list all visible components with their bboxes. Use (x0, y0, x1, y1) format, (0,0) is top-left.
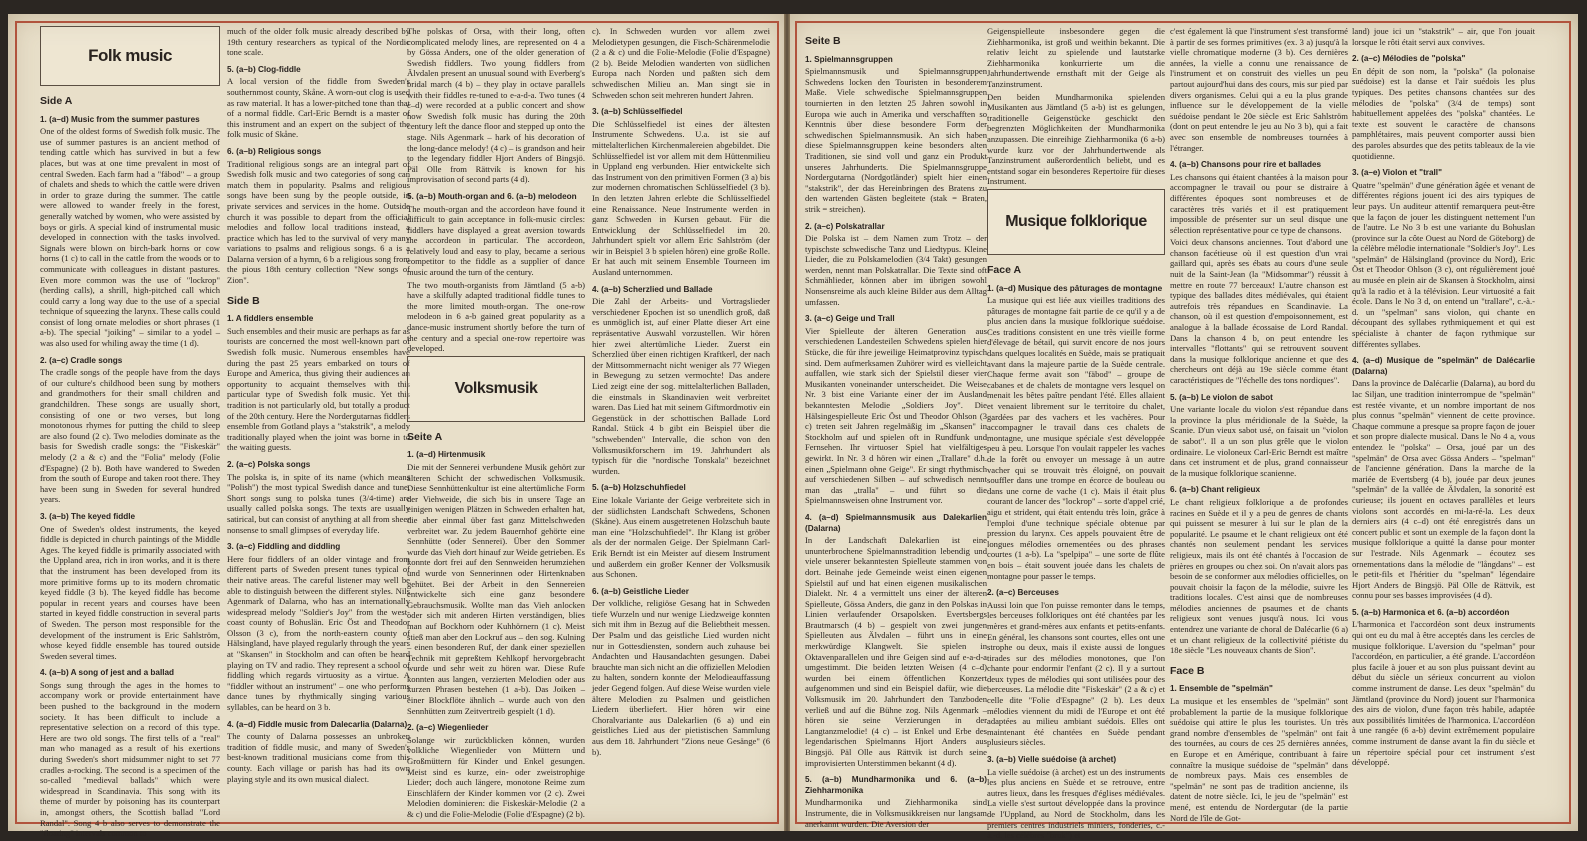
track-heading: 2. (a–c) Mélodies de "polska" (1352, 54, 1466, 64)
side-heading: Side B (227, 294, 260, 307)
track-heading: 3. (a–c) Fiddling and diddling (227, 542, 341, 552)
track-heading: 5. (a–b) Mouth-organ and 6. (a–b) melodeon (407, 191, 577, 201)
track-description: Such ensembles and their music are perhaps as far as tourists are concerned the most well-known part of Swedish folk music. Numerous ensembles have during the past 25 years embarked on tours of Europe and America, thus giving their audiences an opportunity to acquaint themselves with this particular type of Swedish folk music. Yet this tradition is not particularly old, but totally a product of the 20th century. Here the Nordergutarnas fiddlers ensemble from Gotland plays a "stakstrik", a melody traditionally played when the joint was borne in to the waiting guests. (227, 325, 410, 453)
track-description: The cradle songs of the people have from the days of our culture's childhood been sung by mothers and grandmothers for their small children and grandchildren. These songs are usually short, consisting of one or two verses, but long monotonous rhymes for putting the child to sleep are also found (2 c). Two melodies dominate as the basis for Swedish cradle songs: the "Fiskeskär" melody (2 a & c) and the "Folia" melody (Folie d'Espagne) (2 b). Both have wandered to Sweden from the south of Europe and taken root there. They have been sung in Sweden for several hundred years. (40, 367, 220, 505)
track-heading: 4. (a–d) Musique de "spelmän" de Dalécarlie (Dalarna) (1352, 356, 1535, 376)
track-description: L'harmonica et l'accordéon sont deux instruments qui ont eu du mal à être acceptés dans les cercles de musique folklorique. L'aversion du "spelman" pour l'accordéon, en particulier, a été grande. L'accordéon plus facile à jouer et au son plus puissant devint au début du siècle un sérieux concurrent au violon comme instrument de danse. Les deux "spelmän" du Jämtland (province du Nord) jouent sur l'harmonica des airs de violon, d'une façon très habile, adaptée aux possibilités limitées de l'harmonica. L'accordéon à une rangée (6 a-b) devint extrêmement populaire comme instrument de danse avant la fin du siècle et un répertoire spécial pour cet instrument s'est développé. (1352, 619, 1535, 768)
track-heading: 1. Spielmannsgruppen (805, 54, 893, 64)
track-description: The polska is, in spite of its name (which means "Polish") the most typical Swedish dance and tune. Short songs sung to polska tunes (3/4-time) are usually called polska songs. The texts are usually satirical, but can consist of anything at all from sheer nonsense to small glimpses of everyday life. (227, 471, 410, 535)
track-heading: 1. (a–d) Musique des pâturages de montagne (987, 283, 1163, 293)
track-heading: 4. (a–d) Fiddle music from Dalecarlia (Dalarna) (227, 719, 408, 729)
track-description: Les chansons qui étaient chantées à la maison pour accompagner le travail ou pour se distraire à différentes époques sont nombreuses et de caractères très variés et il est pratiquement impossible de présenter sur un seul disque une sélection représentative pour ce type de chansons. (1170, 171, 1348, 235)
track-heading: 3. (a–c) Geige und Trall (805, 314, 895, 324)
left-column-1 (40, 26, 220, 839)
side-heading: Side A (40, 95, 73, 107)
track-description: The polskas of Orsa, with their long, often complicated melody lines, are represented on 4 a by Gössa Anders, one of the older generation of Swedish fiddlers. Two young fiddlers from Älvdalen present an unusual sound with Everberg's bridal march (4 b) – they play in octave parallels with their fiddles re-tuned to e-a-d-a. Two tunes (4 c–d) were recorded at a public concert and show how Swedish folk music has during the 20th century left the dance floor and stepped up onto the stage. Nils Agenmark – hark of his decoration of the long-dance melody! (4 c) – is grandson and heir to the legendary fiddler Hjort Anders of Bingsjö. Päl Olle from Rättvik is known for his improvisation of second parts (4 d). (407, 26, 585, 185)
track-heading: 2. (a–c) Berceuses (987, 588, 1059, 598)
track-description: In der Landschaft Dalekarlien ist eine ununterbrochene Spielmannstradition lebendig und viele unserer bekanntesten Spielleute stammen von dort. Beinahe jede Gemeinde weist einen eigenen Spielstil auf und hat einen eigenen musikalischen Dialekt. Nr. 4 a vermittelt uns einer der älteren Spielleute, Gössa Anders, die ganz in den Polskas in Linien verlaufender Orsapolsken. Evertsbergs Brautmarsch (4 b) – gespielt von zwei jungen Spielleuten aus Älvdalen – führt uns in eine merkwürdige Klangwelt. Sie spielen in Oktavenparallelen und ihre Geigen sind auf e-a-d-a umgestimmt. Die beiden letzten Weisen (4 c–d) wurden bei einem öffentlichen Konzert aufgenommen und sind ein Beispiel dafür, wie die Volksmusik im 20. Jahrhundert den Tanzboden verließ und auf die Bühne zog. Nils Agenmark – hören sie seine Verzierungen in der Langtanzmelodie! (4 c) – ist Enkel und Erbe des legendarischen Spielmanns Hjort Anders aus Bingsjö. Päl Olle aus Rättvik ist durch seine improvisierten Unterstimmen bekannt (4 d). (805, 535, 987, 768)
track-description: Une variante locale du violon s'est répandue dans la province la plus méridionale de la Suède, la Scanie. D'un vieux sabot usé, on faisait un "violon de sabot". Il a un son plus grêle que le violon ordinaire. Le violoneux Carl-Eric Berndt est maître dans cet instrument et de plus, grand connaisseur de la musique folklorique scanienne. (1170, 404, 1348, 478)
track-description: The mouth-organ and the accordeon have found it difficult to gain acceptance in folk-music circles: fiddlers have displayed a great aversion towards the accordeon in particular. The accordeon, relatively loud and easy to play, became a serious competitor to the fiddle as a supplier of dance music around the turn of the century. (407, 203, 585, 278)
track-description: Die Schlüsselfiedel ist eines der ältesten Instrumente Schwedens. U.a. ist sie auf mittelalterlichen Kirchenmalereien abgebildet. Die Schlüsselfiedel ist vor allem mit dem Hüttenmilieu in Uppland eng verbunden. Hier entwickelte sich das Instrument von den primitiven Formen (3 a) bis zur modernen chromatischen Schlüsselfiedel (3 b). In den letzten Jahren erlebte die Schlüsselfiedel eine Renaissance. Neue Instrumente werden in ganz Schweden in Kursen gebaut. Für die Entwicklung der Schlüsselfiedel im 20. Jahrhundert spielt vor allem Eric Sahlström (der wir in Beispiel 3 b spielen hören) eine große Rolle. Er hat auch mit seinem Ensemble Tourneen im Ausland unternommen. (592, 118, 770, 278)
track-description: One of Sweden's oldest instruments, the keyed fiddle is depicted in church paintings of the Middle Ages. The keyed fiddle is primarily associated with the Uppland area, rich in iron works, and it is there that the instrument has been developed from its more primitive forms up to its modern chromatic keyed fiddle (3 b). The keyed fiddle has become popular in recent years and courses have been started in keyed fiddle construction in several parts of Sweden. The person most responsible for the development of the instrument is Eric Sahlström, whose keyed fiddle ensemble has toured outside Sweden several times. (40, 523, 220, 661)
track-description: Quatre "spelmän" d'une génération âgée et venant de différentes régions jouent ici des airs typiques de leur pays. Un auditeur attentif remarquera peut-être que la façon de jouer les distinguent nettement l'un de l'autre. Le No 3 b est une variante du Bohuslan (province sur la côte Ouest au Nord de Göteborg) de la célèbre mélodie internationale "Soldier's Joy". Les "spelmän" de Hälsingland (province du Nord), Eric Öst et Theodor Ohlson (3 c), ont régulièrement joué au musée en plein air de Skansen à Stockholm, ainsi qu'à la radio et à la télévision. Leur virtuosité a fait école. Dans le No 3 d, on entend un "trallare", c.-à.-d. un "spelman" sans violon, qui chante en découpant des syllabes rythmiquement et qui est spécialiste à chanter de façon rythmique sur différentes syllabes. (1352, 179, 1535, 349)
side-heading: Seite B (805, 35, 841, 47)
side-heading: Face A (987, 263, 1022, 276)
side-heading: Seite A (407, 430, 443, 443)
section-title-box: Folk music (40, 26, 220, 86)
track-heading: 3. (a–b) The keyed fiddle (40, 511, 136, 521)
track-description: Traditional religious songs are an integral part of Swedish folk music and two categories of song can match them in popularity. Psalms and religious songs have been sung by the people outside, in private services and services in the home. Outside church it was possible to depart from the official melodies and follow local traditions instead, a practice which has led to the survival of very many variations to psalms and religious songs. 6 a is a Dalarna version of a hymn, 6 b a religious song from the pious 18th century collection "New songs of Zion". (227, 158, 410, 286)
track-description: The two mouth-organists from Jämtland (5 a-b) have a skilfully adapted traditional fiddle tunes to the more limited mouth-organ. The one-row melodeon in 6 a-b gained great popularity as a dance-music instrument shortly before the turn of the century and a special one-row repertoire was developed. (407, 279, 585, 354)
track-description: c'est également là que l'instrument s'est transformé à partir de ses formes primitives (ex. 3 a) jusqu'à la vielle chromatique moderne (3 b). Ces dernières années, la vielle a connu une renaissance de l'instrument et on construit des vielles un peu partout aujourd'hui dans des cours, mis sur pied par divers organismes. Celui qui a eu la plus grande influence sur le développement de la vielle suédoise pendant le 20e siècle est Eric Sahlström (dont on peut entendre le jeu au No 3 b), qui a fait avec son ensemble de nombreuses tournées à l'étranger. (1170, 26, 1348, 153)
track-heading: 1. (a–d) Hirtenmusik (407, 450, 486, 460)
language-title-box: Volksmusik (407, 356, 585, 422)
track-description: The county of Dalarna possesses an unbroken tradition of fiddle music, and many of Sweden's best-known traditional musicians come from this county. Each village or parish has had its own playing style and its own musical dialect. (227, 731, 410, 784)
right-column-4 (1352, 26, 1535, 823)
track-description: Geigenspielleute insbesondere gegen die Ziehharmonika, ist groß und weithin bekannt. Die relativ leicht zu spielende und lautstarke Ziehharmonika konkurrierte um die Jahrhundertwende ernsthaft mit der Geige als Tanzinstrument. (987, 26, 1165, 89)
track-heading: 2. (a–c) Polska songs (227, 459, 311, 469)
track-description: Die Polska ist – dem Namen zum Trotz – der typischste schwedische Tanz und Liedtypus. Kleine Lieder, die zu Polskamelodien (3/4 Takt) gesungen werden, nennt man Polskatrallar. Die Texte sind oft Schmählieder, können aber im übrigen sowohl Nonsensreime als auch kleine Bilder aus dem Alltag umfassen. (805, 233, 987, 307)
track-description: c). In Schweden wurden vor allem zwei Melodietypen gesungen, die Fisch-Schärenmelodie (2 a & c) und die Folie-Melodie (Folie d'Espagne) (2 b). Beide Melodien wanderten von südlichen Europa nach Norden und paßten sich dem schwedischen Milieu an. Man singt sie in Schweden schon seit mehreren hundert Jahren. (592, 26, 770, 100)
track-description: Eine lokale Variante der Geige verbreitete sich in der südlichsten Landschaft Schwedens, Schonen (Skåne). Aus einem ausgetretenen Holzschuh baute man eine "Holzschuhfiedel". Ihr Klang ist gröber als der der normalen Geige. Der Spielmann Carl-Erik Berndt ist ein Meister auf diesem Instrument und außerdem ein großer Kenner der Volksmusik aus Schonen. (592, 494, 770, 580)
track-description: Voici deux chansons anciennes. Tout d'abord une chanson facétieuse où il est question d'un vrai gaillard qui, après ses ébats au cours d'une seule nuit de la Saint-Jean (la "Midsommar") réussit à mettre en route 77 berceaux! L'autre chanson est typique des ballades dites médiévales, qui étaient autrefois très répandues en Scandinavie. La chanson, où il est question d'empoisonnement, est analogue à la ballade écossaise de Lord Randal. Dans la chanson 4 b, on peut entendre les intervalles "flottants" qui se retrouvent souvent dans la musique folklorique ancienne et que des chercheurs ont déjà au 19e siècle comme étant caractéristiques de "l'échelle des tons nordiques". (1170, 237, 1348, 385)
track-description: La vielle suédoise (à archet) est un des instruments les plus anciens en Suède et se retrouve, entre autres lieux, dans les fresques d'églises médiévales. La vielle s'est surtout développée dans la province de l'Uppland, au Nord de Stockholm, dans les premiers centres industriels miniers, fonderies, c.-à.-d. les célèbres "bruk") et (987, 766, 1165, 841)
track-heading: 4. (a–b) Scherzlied und Ballade (592, 284, 713, 294)
track-heading: 4. (a–b) A song of jest and a ballad (40, 668, 175, 678)
track-description: Vier Spielleute der älteren Generation aus verschiedenen Landesteilen Schwedens spielen hier Stücke, die für ihre jeweilige Heimatprovinz typisch sind. Dem aufmerksamen Zuhörer wird es vielleicht auffallen, wie stark sich der Spielstil dieser vier Musikanten voneinander unterscheidet. Die Weise Nr. 3 bist eine Variante einer der im Ausland bekanntesten Melodie „Soldiers Joy". Die Hälsingespielleute Eric Öst und Theodor Ohlson (3 c) treten seit Jahren regelmäßig im „Skansen" in Stockholm auf und spielen oft in Rundfunk und Fernsehen. Ihr virtuoser Spiel hat vielfältiges gewirkt. In Nr. 3 d hören wir einen „Trallare" d.h. einen „Spielmann ohne Geige". Er singt rhythmisch auf verschiedenen Silben – auf schwedisch nennt man das „tralla" – und führt so die Spielmannsweisen ohne Instrument vor. (805, 325, 987, 506)
track-heading: 2. (a–c) Wiegenlieder (407, 723, 489, 733)
language-title-box: Musique folklorique (987, 189, 1165, 255)
left-column-3 (407, 26, 585, 823)
track-heading: 6. (a–b) Geistliche Lieder (592, 586, 689, 596)
fold-gutter (784, 14, 790, 831)
track-heading: 5. (a–b) Mundharmonika und 6. (a–b) Ziehharmonika (805, 775, 987, 795)
right-column-3 (1170, 26, 1348, 823)
track-description: much of the older folk music already described by 19th century researchers as typical of the Nordic tone scale. (227, 26, 410, 58)
track-description: En dépit de son nom, la "polska" (la polonaise suédoise) est la danse et l'air suédois les plus typiques. Des petites chansons chantées sur des mélodies de "polska" (3/4 de temps) sont habituellement appelées des "polska" chantées. Le texte est souvent le caractère de chansons pamphlétaires, mais peuvent comporter aussi bien des paroles absurdes que des petits tableaux de la vie quotidienne. (1352, 65, 1535, 161)
track-description: Songs sung through the ages in the homes to accompany work or provide entertainment have been pushed to the background in the modern society. It has been difficult to include a representative selection on a record of this type. Here are two old songs. The first tells of a "real" man who managed as a result of his exertions during Sweden's short midsummer night to set 77 cradles a-rocking. The second is a specimen of the so-called "medieval ballads" which were widespread in Scandinavia. This song with its theme of murder by poisoning has its counterpart in, amongst others, the Scottish ballad "Lord Randal". Song 4 b also serves to demonstrate the "floating" intervals common to (40, 679, 220, 839)
track-heading: 4. (a–b) Chansons pour rire et ballades (1170, 160, 1322, 170)
track-heading: 4. (a–d) Spielmannsmusik aus Dalekarlien (Dalarna) (805, 512, 987, 533)
track-description: land) joue ici un "stakstrik" – air, que l'on jouait lorsque le rôti était servi aux convives. (1352, 26, 1535, 47)
track-heading: 1. (a–d) Music from the summer pastures (40, 114, 200, 124)
track-description: A local version of the fiddle from Sweden's southernmost county, Skåne. A worn-out clog is used as raw material. It has a lower-pitched tone than that of a normal fiddle. Carl-Eric Berndt is a master of this instrument and an expert on the subject of the folk music of Skåne. (227, 76, 410, 140)
left-column-2 (227, 26, 410, 823)
track-description: Here four fiddlers of an older vintage and from different parts of Sweden present tunes typical of their native areas. The careful listener may well be able to distinguish between the different styles. Nils Agenmark of Dalarna, who has an internationally widespread melody "Soldier's Joy" from the west-coast county of Bohuslän. Eric Öst and Theodor Olsson (3 c), from the north-eastern county of Hälsingland, have played regularly through the years at "Skansen" in Stockholm and can often be heard playing on TV and radio. They represent a school of fiddling which regards virtuosity as a virtue. A "fiddler without an instrument" – one who performs dance tunes by rhythmically singing various syllables, can be heard on 3 b. (227, 553, 410, 713)
track-heading: 2. (a–c) Polskatrallar (805, 221, 885, 231)
left-column-4 (592, 26, 770, 823)
track-heading: 3. (a–b) Vielle suédoise (à archet) (987, 755, 1117, 765)
track-heading: 2. (a–c) Cradle songs (40, 355, 123, 365)
track-description: Den beiden Mundharmonika spielenden Musikanten aus Jämtland (5 a-b) ist es gelungen, traditionelle Geigenstücke geschickt den begrenzten Möglichkeiten der Mundharmonika anzupassen. Die einreihige Ziehharmonika (6 a-b) wurde kurz vor der Jahrhundertwende als Tanzinstrument außerordentlich beliebt, und es entstand sogar ein besonderes Repertoire für dieses Instrument. (987, 91, 1165, 187)
track-heading: 6. (a–b) Chant religieux (1170, 485, 1261, 495)
track-heading: 5. (a–b) Clog-fiddle (227, 64, 301, 74)
track-description: Aussi loin que l'on puisse remonter dans le temps, les berceuses folkloriques ont été chantées par les mères et grand-mères aux enfants et petits-enfants. En général, les chansons sont courtes, elles ont une strophe ou deux, mais il existe aussi de longues tirades sur des mélodies monotones, que l'on chante pour endormir l'enfant (2 c). Il y a surtout deux types de mélodies qui sont utilisées pour des berceuses. La mélodie dite "Fiskeskär" (2 a & c) et celle dite "Folie d'Espagne" (2 b). Les deux mélodies viennent du midi de l'Europe et ont été adaptées au milieu ambiant suédois. Elles ont maintenant été chantées en Suède pendant plusieurs siècles. (987, 599, 1165, 748)
track-heading: 3. (a–e) Violon et "trall" (1352, 168, 1442, 178)
track-description: One of the oldest forms of Swedish folk music. The use of summer pastures is an ancient method of tending cattle which has survived in but a few places, but was at one time prevalent in most of central Sweden. Each farm had a "fäbod" – a group of chalets and sheds to which the cattle were driven in order to graze during the summer. The cattle were allowed to wander freely in the forest, generally watched by women, who were assisted by boys or girls. A special kind of instrumental music developed in connection with the tasks involved. Signals were blown on birch-bark horns or cow horns (1 c) to call in the cattle from the woods or to communicate with colleagues in distant pastures. Even more common was the use of "lockrop" (herding calls), a shrill, high-pitched call which could carry a long way due to the use of a special technique of squeezing the larynx. These calls could consist of long ornate melodies or short phrases (1 a-b). The special "joiking" – similar to a yodel – was also used for whiling away the time (1 d). (40, 126, 220, 349)
track-description: Dans la province de Dalécarlie (Dalarna), au bord du lac Siljan, une tradition ininterrompue de "spelmän" est restée vivante, et un nombre important de nos plus connus "spelmän" viennent de cette province. Chaque commune a presque sa propre façon de jouer et son propre dialecte musical. Dans le No 4 a, vous entendez le "polska" – Orsa, joué par un des "spelmän" de Orsa avec Gössa Anders – "spelman" de l'ancienne génération. Dans la marche de la mariée de Evertsberg (4 b), jouée par deux jeunes "spelmän" de la vallée de Älvdalen, la sonorité est curieuse; ils jouent en octaves parallèles et leurs violons sont accordés en mi-la-ré-la. Les deux derniers airs (4 c–d) ont été enregistrés dans un concert public et sont un exemple de la façon dont la musique folklorique a quitté la danse pour monter sur l'estrade. Nils Agenmark – écoutez ses ornementations dans la mélodie de "långdans" – est le petit-fils et l'héritier du "spelman" légendaire Hjort Anders de Bingsjö. Päl Olle de Rättvik, est connu pour ses basses improvisées (4 d). (1352, 378, 1535, 601)
track-heading: 3. (a–b) Schlüsselfiedel (592, 107, 683, 117)
track-description: Die mit der Sennerei verbundene Musik gehört zur älteren Schicht der schwedischen Volksmusik. Diese Sennhüttenkultur ist eine altertümliche Form der Viehweide, die sich bis in unsere Tage an einigen wenigen Plätzen in Schweden erhalten hat, die aber einmal über fast ganz Mittelschweden verbreitet war. Zu jedem Bauernhof gehörte eine Sennhütte (oder Sennerei). Über den Sommer wurde das Vieh dort hinauf zur Weide getrieben. Es konnte dort frei auf den Sennweiden herumziehen und wurde von Sennerinnen oder Hirtenknaben gehütet. Bei der Arbeit in den Sennereien entwickelte sich eine ganz besondere Gebrauchsmusik. Wollte man das Vieh anlocken oder sich mit anderen Hirten verständigen, blies man auf Bockhorn oder Kuhhörnern (1 c). Meist stieß man aber den Lockruf aus – den sog. Kulning – einen besonderen Ruf, der dank einer speziellen Technik mit gepreßtem Kehlkopf hervorgebracht wurde und sehr weit zu hören war. Diese Rufe konnten aus langen, verzierten Melodien oder aus kurzen Phrasen bestehen (1 a-b). Das Joiken – einer Blockflöte ähnlich – wurde auch von den Sennhütten zum Zeitvertreib gespielt (1 d). (407, 462, 585, 716)
track-heading: 5. (a–b) Holzschuhfiedel (592, 483, 686, 493)
track-heading: 1. Ensemble de "spelmän" (1170, 684, 1273, 694)
track-description: Solange wir zurückblicken können, wurden volkliche Wiegenlieder von Müttern und Großmüttern für Kinder und Enkel gesungen. Meist sind es kurze, ein- oder zweistrophige Lieder; doch auch längere, monotone Reime zum Einschläfern der Kinder kommen vor (2 c). Zwei Melodien dominieren: die Fiskeskär-Melodie (2 a & c) und die Folie-Melodie (Folie d'Espagne) (2 b). (407, 734, 585, 819)
track-heading: 5. (a–b) Harmonica et 6. (a–b) accordéon (1352, 607, 1510, 617)
right-column-1 (805, 26, 987, 829)
right-column-2 (987, 26, 1165, 841)
track-description: Mundharmonika und Ziehharmonika sind Instrumente, die in Volksmusikkreisen nur langsam anerkannt wurden. Die Aversion der (805, 797, 987, 829)
side-heading: Face B (1170, 664, 1205, 677)
track-description: La musique et les ensembles de "spelmän" sont probablement la partie de la musique folklorique suédoise qui attire le plus les touristes. Un très grand nombre d'ensembles de "spelmän" ont fait des tournées, au cours de ces 25 dernières années, en Europe et en Amérique, contribuant à faire connaître la musique suédoise de "spelmän" dans de nombreux pays. Mais ces ensembles de "spelmän" ne sont pas de tradition ancienne, ils datent de notre siècle. Ici, le jeu de "spelmän" est mené, est entendu de Nordergutar (de la partie Nord de l'île de Got- (1170, 696, 1348, 823)
track-heading: 6. (a–b) Religious songs (227, 146, 322, 156)
track-description: La musique qui est liée aux vieilles traditions des pâturages de montagne fait partie de ce qu'il y a de plus ancien dans la musique folklorique suédoise. Ces traditions consistent en une très vieille forme d'élevage de bétail, qui survit encore de nos jours dans quelques localités en Suède, mais se pratiquait avant dans la majeure partie de la Suède centrale. Chaque ferme avait son "fäbod" – groupe de cabanes et de chalets de montagne vers lesquel on menait les bêtes paître pendant l'été. Elles allaient et venaient librement sur le territoire du chalet, gardées par des vachers et les vachères. Pour accompagner le travail dans ces chalets de montagne, une musique spéciale s'est développée peu à peu. Lorsque l'on voulait rappeler les vaches de la forêt ou envoyer un message à un autre vacher qui se trouvait très éloigné, on pouvait souffler dans une trompe en écorce de bouleau ou dans une corne de vache (1 c). Mais il était plus courant de lancer des "lockrop" – sorte d'appel crié, aigu et strident, qui était entendu très loin, grâce à l'emploi d'une technique spéciale obtenue par pression du larynx. Ces appels pouvaient être de longues mélodies ornementées ou des phrases courtes (1 a-b). La "spelpipa" – une sorte de flûte en bois – était souvent jouée dans les chalets de montagne pour passer le temps. (987, 295, 1165, 581)
track-description: Der volkliche, religiöse Gesang hat in Schweden tiefe Wurzeln und nur wenige Liedzweige konnten sich mit ihm in Bezug auf die Beliebtheit messen. Der Psalm und das geistliche Lied wurden nicht nur in Gottesdiensten, sondern auch zuhause bei Andachten und Hausandachten gesungen. Dabei brauchte man sich nicht an die offiziellen Melodien zu halten, sondern konnte der Melodieauffassung jeder Gegend folgen. Auf diese Weise wurden viele ältere Melodien zu Psalmen und geistlichen Liedern überliefert. Hier hören wir eine Choralvariante aus Dalekarlien (6 a) und ein geistliches Lied aus der pietistischen Sammlung aus dem 18. Jahrhundert "Zions neue Gesänge" (6 b). (592, 598, 770, 757)
track-heading: 5. (a–b) Le violon de sabot (1170, 392, 1273, 402)
track-description: Spielmannsmusik und Spielmannsgruppen Schwedens locken den Touristen in besonderem Maße. Viele schwedische Spielmannsgruppen tournierten in den letzten 25 Jahren sowohl in Europa wie auch in Amerika und verschafften so Kenntnis über diese besondere Form der schwedischen Spielmannsmusik. An sich haben diese Spielmannsgruppen keine besonders alten Traditionen, sie sind voll und ganz ein Produkt unseres Jahrhunderts. Die Spielmannsgruppe Nordergutarna (Nordgotländer) spielt hier einen "stakstrik", der das Hereinbringen des Bratens zu den wartenden Gästen begleitete (stak = Braten, strik = streichen). (805, 66, 987, 214)
track-heading: 1. A fiddlers ensemble (227, 314, 314, 324)
track-description: Le chant religieux folklorique a de profondes racines en Suède et il y a peu de genres de chants qui puissent se mesurer à lui sur le plan de la popularité. Le psaume et le chant religieux ont été chantés non seulement pendant les services religieux, mais ils ont été chantés à l'occasion de prières en groupes ou chez soi. On n'avait alors pas besoin de se conformer aux mélodies officielles, on pouvait choisir la façon de la mélodie, suivre les traditions locales. C'est ainsi que de nombreuses mélodies anciennes de psaumes et de chants religieux sont venues jusqu'à nous. Ici vous entendrez une variante de choral de Dalécarlie (6 a) et un chant religieux de la collectivité piétiste du 18e siècle "Les nouveaux chants de Sion". (1170, 496, 1348, 656)
track-description: Die Zahl der Arbeits- und Vortragslieder verschiedener Epochen ist so unendlich groß, daß es unmöglich ist, auf einer Platte dieser Art eine repräsentative Auswahl vorzustellen. Wir hören hier zwei altertümliche Lieder. Zuerst ein Scherzlied über einen richtigen Kraftkerl, der nach der Mittsommernacht nicht weniger als 77 Wiegen in Bewegung zu setzen vermochte! Das andere Lied zeigt eine der sog. mittelalterlichen Balladen, die einstmals in Skandinavien weit verbreitet waren. Das Lied hat mit seinem Giftmordmotiv ein Gegenstück in der schottischen Ballade Lord Randal. Stück 4 b gibt ein Beispiel über die "schwebenden" Intervalle, die schon von den Volksmusikforschern im 19. Jahrhundert als typisch für die "nordische Tonskala" bezeichnet wurden. (592, 296, 770, 476)
